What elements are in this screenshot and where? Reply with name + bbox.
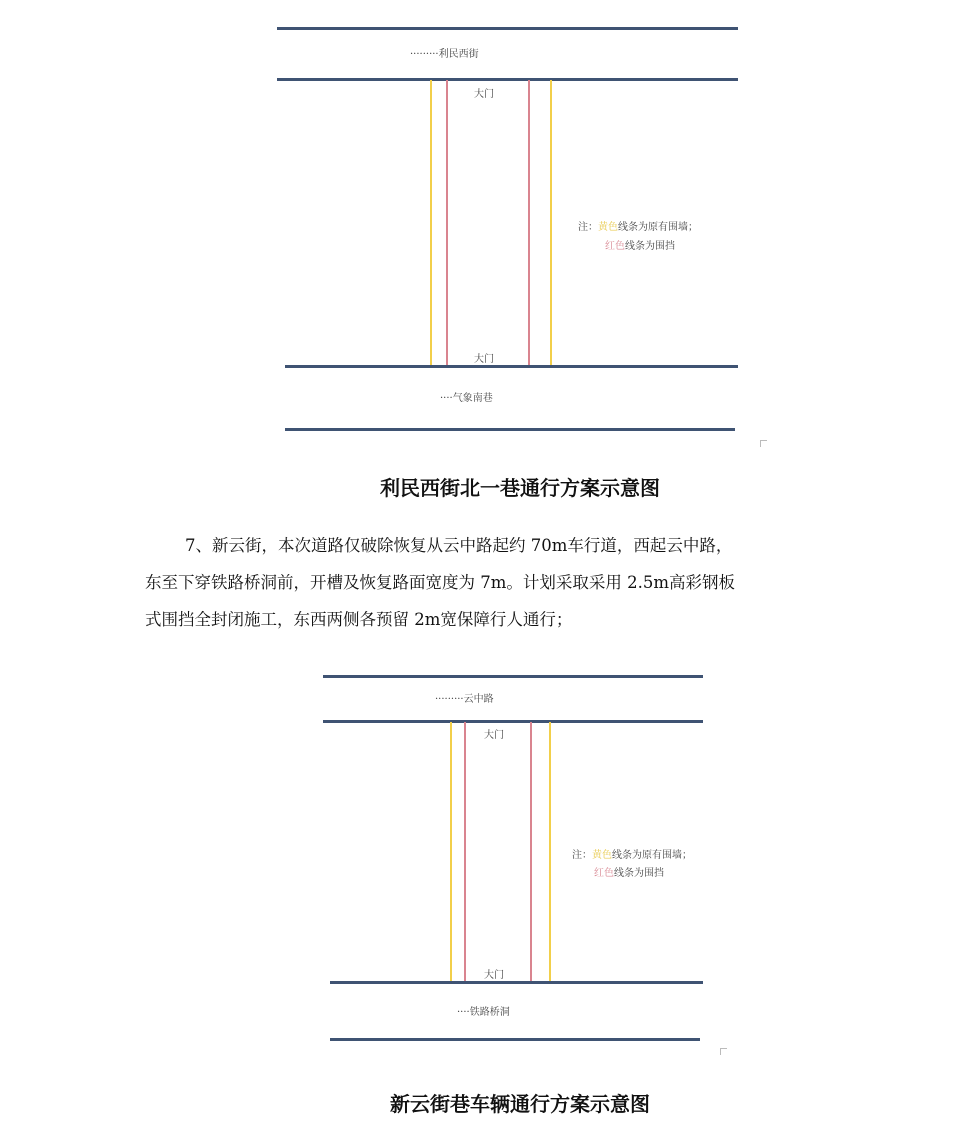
barrier-line <box>446 80 448 366</box>
road-edge <box>285 365 738 368</box>
legend-note: 红色线条为围挡 <box>605 241 675 252</box>
road-edge <box>330 981 703 984</box>
corner-mark <box>720 1048 727 1055</box>
legend-note: 红色线条为围挡 <box>594 868 664 879</box>
barrier-line <box>528 80 530 366</box>
legend-note: 注：黄色线条为原有围墙； <box>572 850 692 861</box>
road-edge <box>285 428 735 431</box>
legend-note: 注：黄色线条为原有围墙； <box>578 222 698 233</box>
corner-mark <box>760 440 767 447</box>
street-label: ·········云中路 <box>435 694 494 705</box>
road-edge <box>323 720 703 723</box>
road-edge <box>277 78 738 81</box>
paragraph-line: 式围挡全封闭施工，东西两侧各预留 2m宽保障行人通行； <box>145 610 573 629</box>
gate-label: 大门 <box>484 730 504 741</box>
gate-label: 大门 <box>474 89 494 100</box>
gate-label: 大门 <box>484 970 504 981</box>
paragraph-line: 东至下穿铁路桥洞前，开槽及恢复路面宽度为 7m。计划采取采用 2.5m高彩钢板 <box>145 573 736 592</box>
street-label: ····气象南巷 <box>440 393 493 404</box>
original-wall-line <box>450 722 452 982</box>
street-label: ·········利民西街 <box>410 49 479 60</box>
gate-label: 大门 <box>474 354 494 365</box>
road-edge <box>330 1038 700 1041</box>
paragraph-line: 7、新云街，本次道路仅破除恢复从云中路起约 70m车行道，西起云中路， <box>185 536 733 555</box>
barrier-line <box>464 722 466 982</box>
diagram-caption: 利民西街北一巷通行方案示意图 <box>380 476 660 500</box>
original-wall-line <box>430 80 432 366</box>
road-edge <box>323 675 703 678</box>
road-edge <box>277 27 738 30</box>
street-label: ····铁路桥洞 <box>457 1007 510 1018</box>
original-wall-line <box>549 722 551 982</box>
barrier-line <box>530 722 532 982</box>
diagram-caption: 新云街巷车辆通行方案示意图 <box>390 1092 650 1116</box>
original-wall-line <box>550 80 552 366</box>
